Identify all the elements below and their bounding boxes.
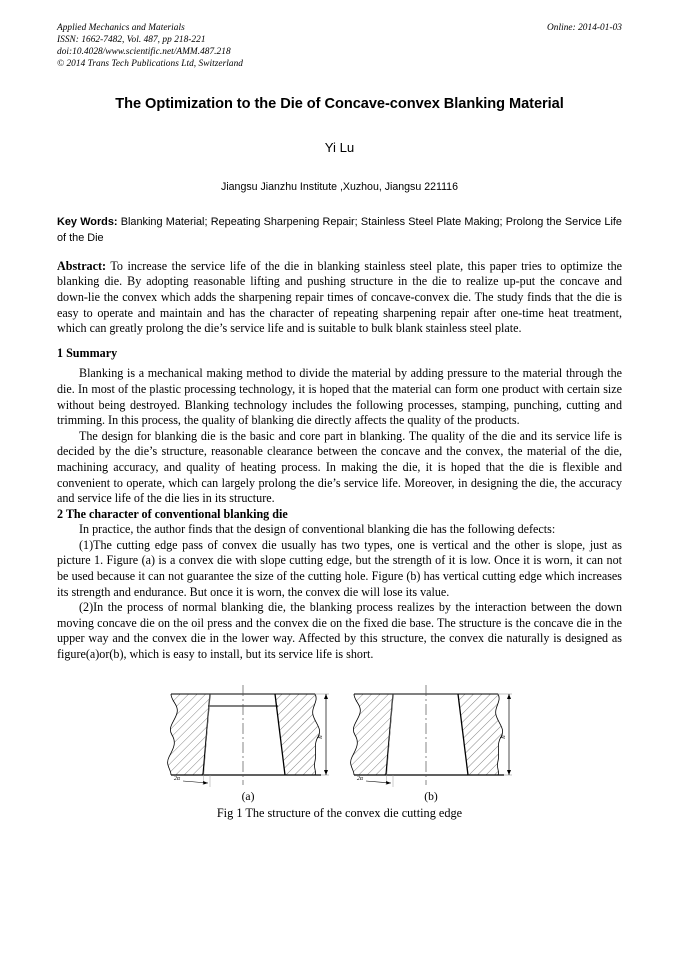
- angle-label-a: 2α: [173, 775, 180, 782]
- die-drawing-a: [163, 677, 334, 789]
- journal-doi: doi:10.4028/www.scientific.net/AMM.487.218: [57, 47, 231, 58]
- section-heading-1: 1 Summary: [57, 345, 118, 360]
- journal-copyright: © 2014 Trans Tech Publications Ltd, Switzerland: [57, 59, 243, 70]
- section-heading-2: 2 The character of conventional blanking die: [57, 506, 288, 521]
- subcaption-a: (a): [241, 789, 255, 803]
- dim-arrow-bottom-a: [324, 770, 328, 775]
- section-2-paragraph-1: In practice, the author finds that the design of conventional blanking die has the following defects:: [79, 522, 556, 537]
- section-1-paragraph-2: The design for blanking die is the basic and core part in blanking. The quality of the die and its service life is decided by the die’s structure, reasonable clearance between the concave and the convex, the material of the die, machining accuracy, and quality of heating process. In making the die, it is hoped that the die is flexible and convenient to operate, which can largely prolong the die’s service life. Moreover, in designing the die, the accuracy and service life of the die lies in its structure.: [57, 428, 622, 506]
- subcaption-b: (b): [424, 789, 438, 803]
- online-date: Online: 2014-01-03: [546, 23, 622, 33]
- figure-subcaptions: [57, 790, 622, 803]
- keywords-text: Blanking Material; Repeating Sharpening Repair; Stainless Steel Plate Making; Prolong the Service Life of the Die: [57, 216, 622, 244]
- journal-header: [57, 22, 622, 70]
- dimension-label-b: h: [498, 734, 507, 739]
- angle-arrow-b: [386, 781, 391, 785]
- author-name: Yi Lu: [324, 140, 355, 156]
- page-title: The Optimization to the Die of Concave-convex Blanking Material: [115, 96, 564, 113]
- author-affiliation: Jiangsu Jianzhu Institute ,Xuzhou, Jiangsu 221116: [221, 181, 458, 194]
- figure-drawings-row: [57, 677, 622, 789]
- section-2-paragraph-3: (2)In the process of normal blanking die, the blanking process realizes by the interaction between the down moving concave die on the oil press and the convex die on the fixed die base. The structure is the concave die in the upper way and the convex die in the lower way. Affected by this structure, the convex die naturally is designed as figure(a)or(b), which is easy to install, but its service life is short.: [57, 600, 622, 662]
- die-drawing-b: [346, 677, 517, 789]
- journal-name: Applied Mechanics and Materials: [57, 23, 185, 33]
- angle-label-b: 2α: [356, 775, 363, 782]
- journal-issn: ISSN: 1662-7482, Vol. 487, pp 218-221: [57, 35, 206, 46]
- keywords-block: [57, 215, 622, 245]
- dim-arrow-bottom-b: [507, 770, 511, 775]
- dim-arrow-top-b: [507, 694, 511, 699]
- angle-arrow-a: [203, 781, 208, 785]
- dim-arrow-top-a: [324, 694, 328, 699]
- section-2-paragraph-2: (1)The cutting edge pass of convex die usually has two types, one is vertical and the other is slope, just as picture 1. Figure (a) is a convex die with slope cutting edge, but the strength of it is low. Once it is worn, it can not be used because it can not guarantee the size of the cutting hole. Figure (b) has vertical cutting edge which increases its strength and endurance. But once it is worn, the convex die will lose its value.: [57, 537, 622, 599]
- hatch-right-a: [268, 687, 333, 782]
- hatch-right-b: [451, 687, 516, 782]
- figure-1: [57, 677, 622, 821]
- section-1-paragraph-1: Blanking is a mechanical making method to divide the material by adding pressure to the material through the die. In most of the plastic processing technology, it is hoped that the material can form one product with certain size without being destroyed. Blanking technology includes the following processes, stamping, punching, cutting and trimming. In this process, the quality of blanking die directly affects the quality of the products.: [57, 366, 622, 428]
- dimension-label-a: h: [315, 734, 324, 739]
- keywords-label: Key Words:: [57, 216, 118, 229]
- figure-caption: Fig 1 The structure of the convex die cutting edge: [216, 805, 463, 820]
- abstract-text: To increase the service life of the die in blanking stainless steel plate, this paper tries to optimize the blanking die. By adopting reasonable lifting and pushing structure in the die to realize up-put the concave and down-lie the convex which adds the sharpening repair times of concave-convex die. The study finds that the die is easy to operate and maintain and has the character of repeating sharpening repair after one-time heat treatment, which can greatly prolong the die’s service life and is suitable to bulk blank stainless steel plate.: [57, 258, 622, 336]
- abstract-block: [57, 259, 622, 337]
- abstract-label: Abstract:: [57, 258, 107, 273]
